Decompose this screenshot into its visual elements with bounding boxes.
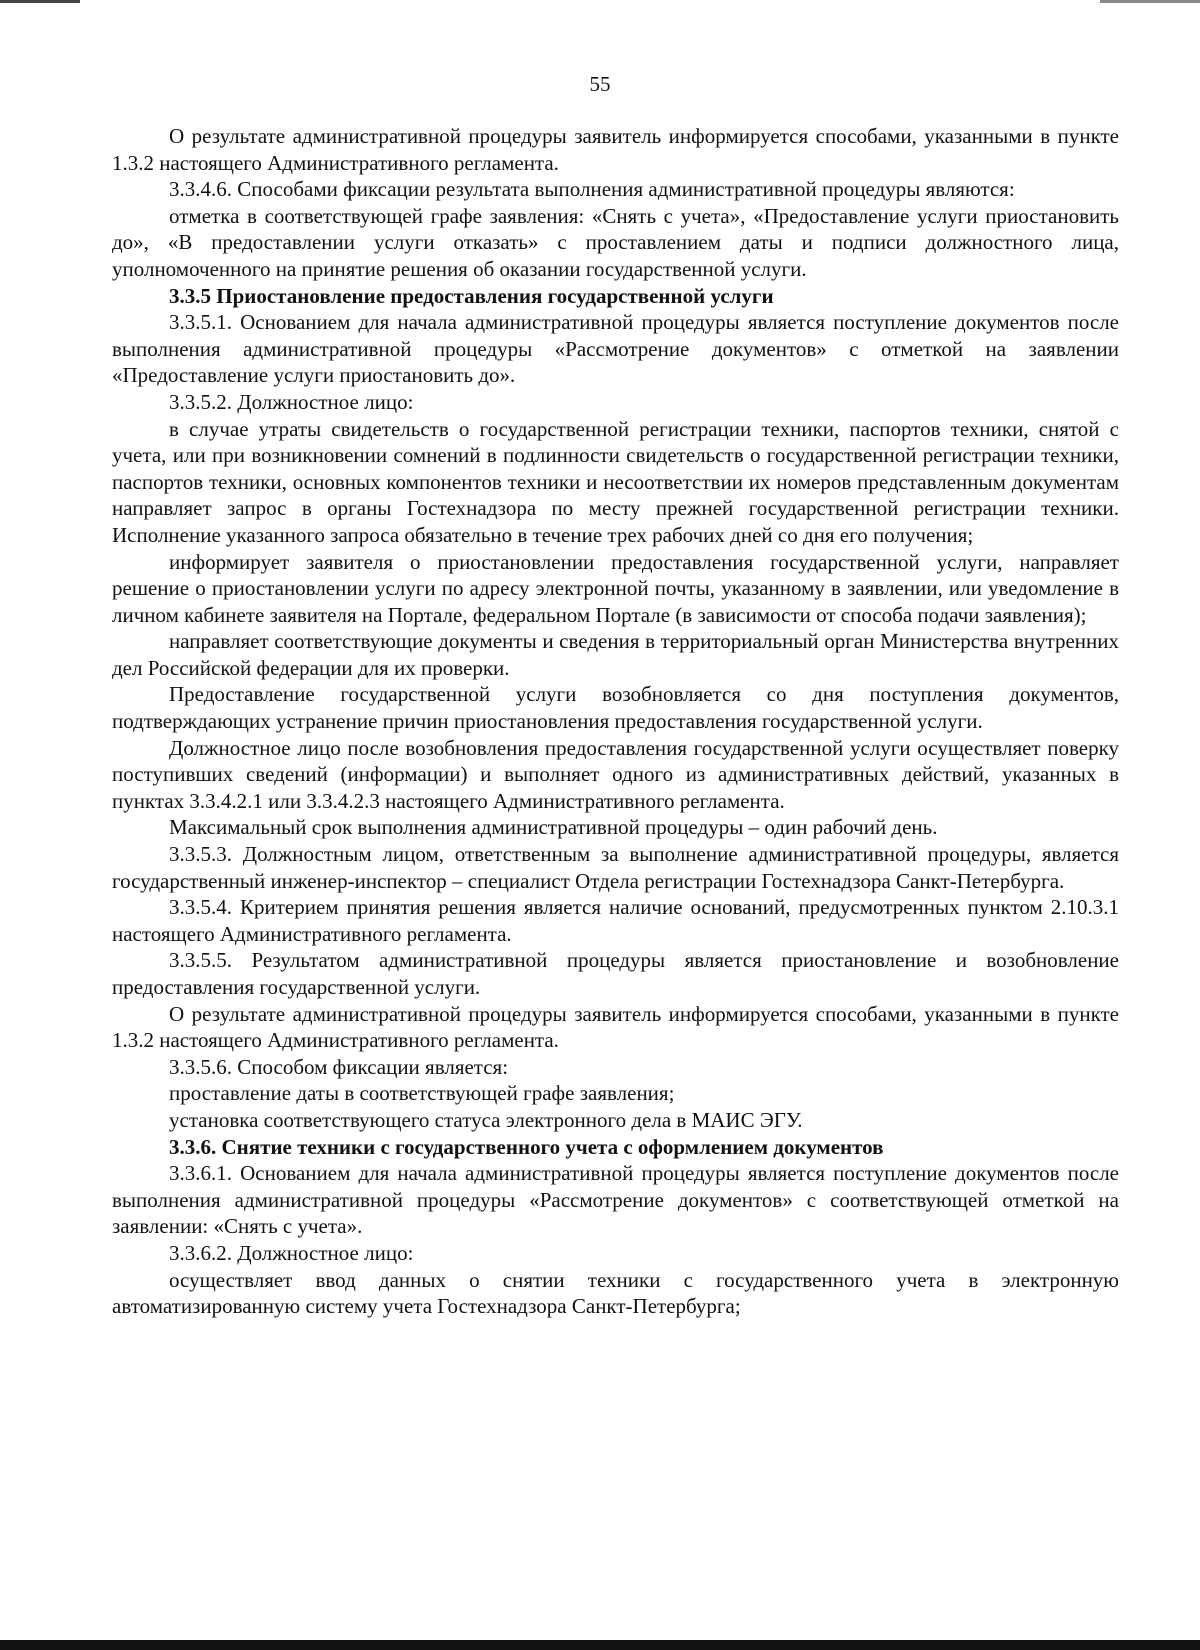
paragraph: Предоставление государственной услуги возобновляется со дня поступления документов, подтверждающих устранение причин приостановления предоставления государственной услуги. [112,682,1119,734]
paragraph: О результате административной процедуры заявитель информируется способами, указанными в пункте 1.3.2 настоящего Административного регламента. [112,124,1119,175]
paragraph: 3.3.5.5. Результатом административной процедуры является приостановление и возобновление предоставления государственной услуги. [112,948,1119,999]
section-heading-3-3-5: 3.3.5 Приостановление предоставления государственной услуги [169,283,774,308]
paragraph: информирует заявителя о приостановлении предоставления государственной услуги, направляет решение о приостановлении услуги по адресу электронной почты, указанному в заявлении, или уведомление в личном кабинете заявителя на Портале, федеральном Портале (в зависимости от способа подачи заявления); [112,549,1119,627]
paragraph: установка соответствующего статуса электронного дела в МАИС ЭГУ. [169,1107,803,1132]
paragraph: 3.3.4.6. Способами фиксации результата выполнения административной процедуры являются: [169,177,1015,202]
paragraph: проставление даты в соответствующей графе заявления; [169,1081,675,1106]
paragraph: осуществляет ввод данных о снятии техники с государственного учета в электронную автоматизированную систему учета Гостехнадзора Санкт-Петербурга; [112,1267,1119,1319]
paragraph: 3.3.5.3. Должностным лицом, ответственным за выполнение административной процедуры, является государственный инженер-инспектор – специалист Отдела регистрации Гостехнадзора Санкт-Петербурга. [112,842,1119,893]
scan-edge-bottom [0,1640,1200,1650]
scan-edge-top [0,0,1200,3]
paragraph: О результате административной процедуры заявитель информируется способами, указанными в пункте 1.3.2 настоящего Административного регламента. [112,1001,1119,1053]
section-heading-3-3-6: 3.3.6. Снятие техники с государственного учета с оформлением документов [169,1134,884,1159]
paragraph: 3.3.5.1. Основанием для начала административной процедуры является поступление документов после выполнения административной процедуры «Рассмотрение документов» с отметкой на заявлении «Предоставление услуги приостановить до». [112,310,1119,388]
paragraph: 3.3.6.1. Основанием для начала административной процедуры является поступление документов после выполнения административной процедуры «Рассмотрение документов» с соответствующей отметкой на заявлении: «Снять с учета». [112,1161,1119,1239]
paragraph: Должностное лицо после возобновления предоставления государственной услуги осуществляет поверку поступивших сведений (информации) и выполняет одного из административных действий, указанных в пунктах 3.3.4.2.1 или 3.3.4.2.3 настоящего Административного регламента. [112,735,1119,813]
paragraph: отметка в соответствующей графе заявления: «Снять с учета», «Предоставление услуги приостановить до», «В предоставлении услуги отказать» с проставлением даты и подписи должностного лица, уполномоченного на принятие решения об оказании государственной услуги. [112,203,1119,281]
paragraph: Максимальный срок выполнения административной процедуры – один рабочий день. [169,815,938,840]
paragraph: 3.3.6.2. Должностное лицо: [169,1240,414,1265]
paragraph: 3.3.5.2. Должностное лицо: [169,389,414,414]
paragraph: в случае утраты свидетельств о государственной регистрации техники, паспортов техники, снятой с учета, или при возникновении сомнений в подлинности свидетельств о государственной регистрации техники, паспортов техники, основных компонентов техники и несоответствии их номеров представленным документам направляет запрос в органы Гостехнадзора по месту прежней государственной регистрации техники. Исполнение указанного запроса обязательно в течение трех рабочих дней со дня его получения; [112,416,1119,547]
paragraph: направляет соответствующие документы и сведения в территориальный орган Министерства внутренних дел Российской федерации для их проверки. [112,629,1119,680]
page-number: 55 [589,72,611,96]
paragraph: 3.3.5.4. Критерием принятия решения является наличие оснований, предусмотренных пунктом 2.10.3.1 настоящего Административного регламента. [112,895,1119,946]
paragraph: 3.3.5.6. Способом фиксации является: [169,1054,509,1079]
document-body [112,123,1119,1320]
